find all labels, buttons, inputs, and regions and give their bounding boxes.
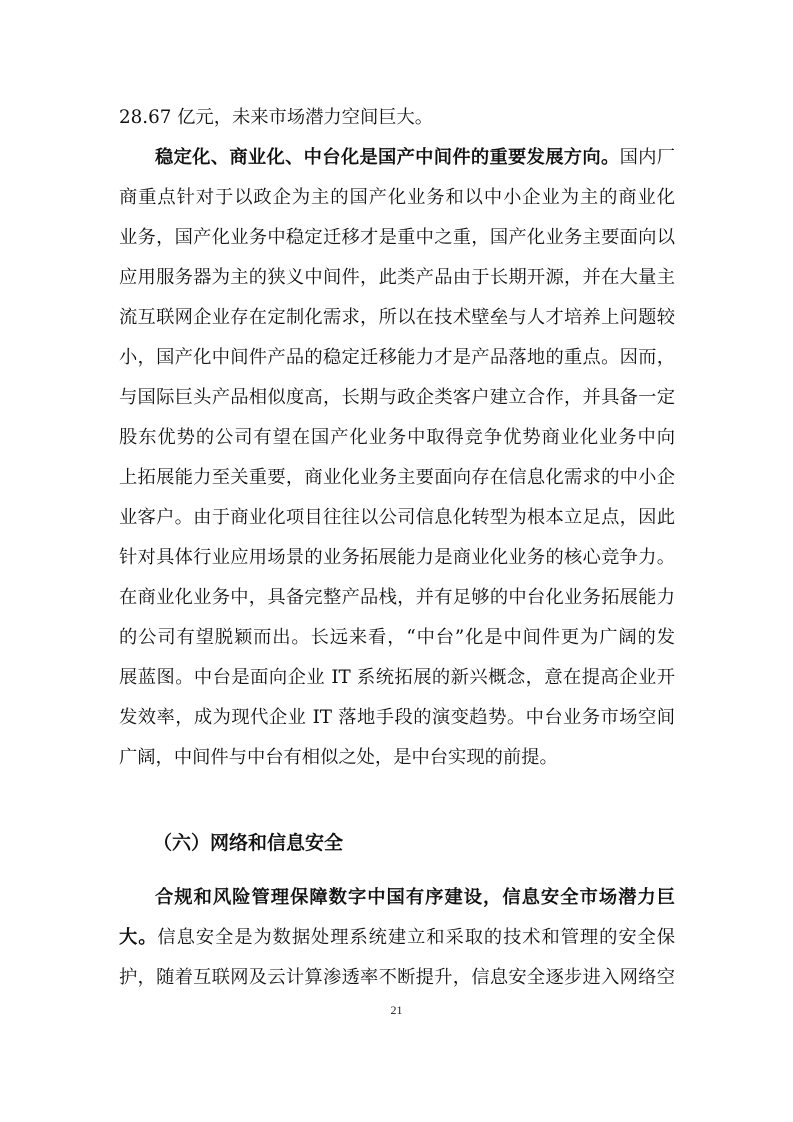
text-line: 护，随着互联网及云计算渗透率不断提升，信息安全逐步进入网络空 (119, 967, 675, 988)
text-line: 28.67 亿元，未来市场潜力空间巨大。 (119, 107, 434, 128)
text-line: 流互联网企业存在定制化需求，所以在技术壁垒与人才培养上问题较 (119, 307, 675, 328)
text-line: 小，国产化中间件产品的稳定迁移能力才是产品落地的重点。因而， (119, 347, 675, 368)
text-line: 股东优势的公司有望在国产化业务中取得竞争优势商业化业务中向 (119, 427, 675, 448)
bold-lead-line: 合规和风险管理保障数字中国有序建设，信息安全市场潜力巨 (155, 887, 675, 908)
text-line: 应用服务器为主的狭义中间件，此类产品由于长期开源，并在大量主 (119, 267, 675, 288)
text-run: 信息安全是为数据处理系统建立和采取的技术和管理的安全保 (157, 927, 675, 948)
text-line: 上拓展能力至关重要，商业化业务主要面向存在信息化需求的中小企 (119, 467, 675, 488)
body-text-block-2 (119, 878, 675, 998)
text-run: 国内厂 (619, 147, 675, 168)
text-line: 业客户。由于商业化项目往往以公司信息化转型为根本立足点，因此 (119, 507, 675, 528)
section-heading: （六）网络和信息安全 (153, 832, 344, 854)
paragraph-first-line (119, 138, 675, 178)
page-number: 21 (390, 1003, 403, 1017)
text-line: 在商业化业务中，具备完整产品栈，并有足够的中台化业务拓展能力 (119, 587, 675, 608)
bold-lead-sentence: 稳定化、商业化、中台化是国产中间件的重要发展方向。 (155, 147, 620, 168)
body-text-block (119, 98, 675, 778)
text-line: 商重点针对于以政企为主的国产化业务和以中小企业为主的商业化 (119, 187, 675, 208)
text-line: 针对具体行业应用场景的业务拓展能力是商业化业务的核心竞争力。 (119, 547, 675, 568)
text-line: 业务，国产化业务中稳定迁移才是重中之重，国产化业务主要面向以 (119, 227, 675, 248)
text-line: 与国际巨头产品相似度高，长期与政企类客户建立合作，并具备一定 (119, 387, 675, 408)
paragraph-line (119, 918, 675, 958)
bold-lead-sentence: 大。 (119, 927, 158, 948)
text-line: 发效率，成为现代企业 IT 落地手段的演变趋势。中台业务市场空间 (119, 707, 675, 728)
text-line: 广阔，中间件与中台有相似之处，是中台实现的前提。 (119, 747, 558, 768)
text-line: 的公司有望脱颖而出。长远来看，“中台”化是中间件更为广阔的发 (119, 627, 675, 648)
text-line: 展蓝图。中台是面向企业 IT 系统拓展的新兴概念，意在提高企业开 (119, 667, 675, 688)
